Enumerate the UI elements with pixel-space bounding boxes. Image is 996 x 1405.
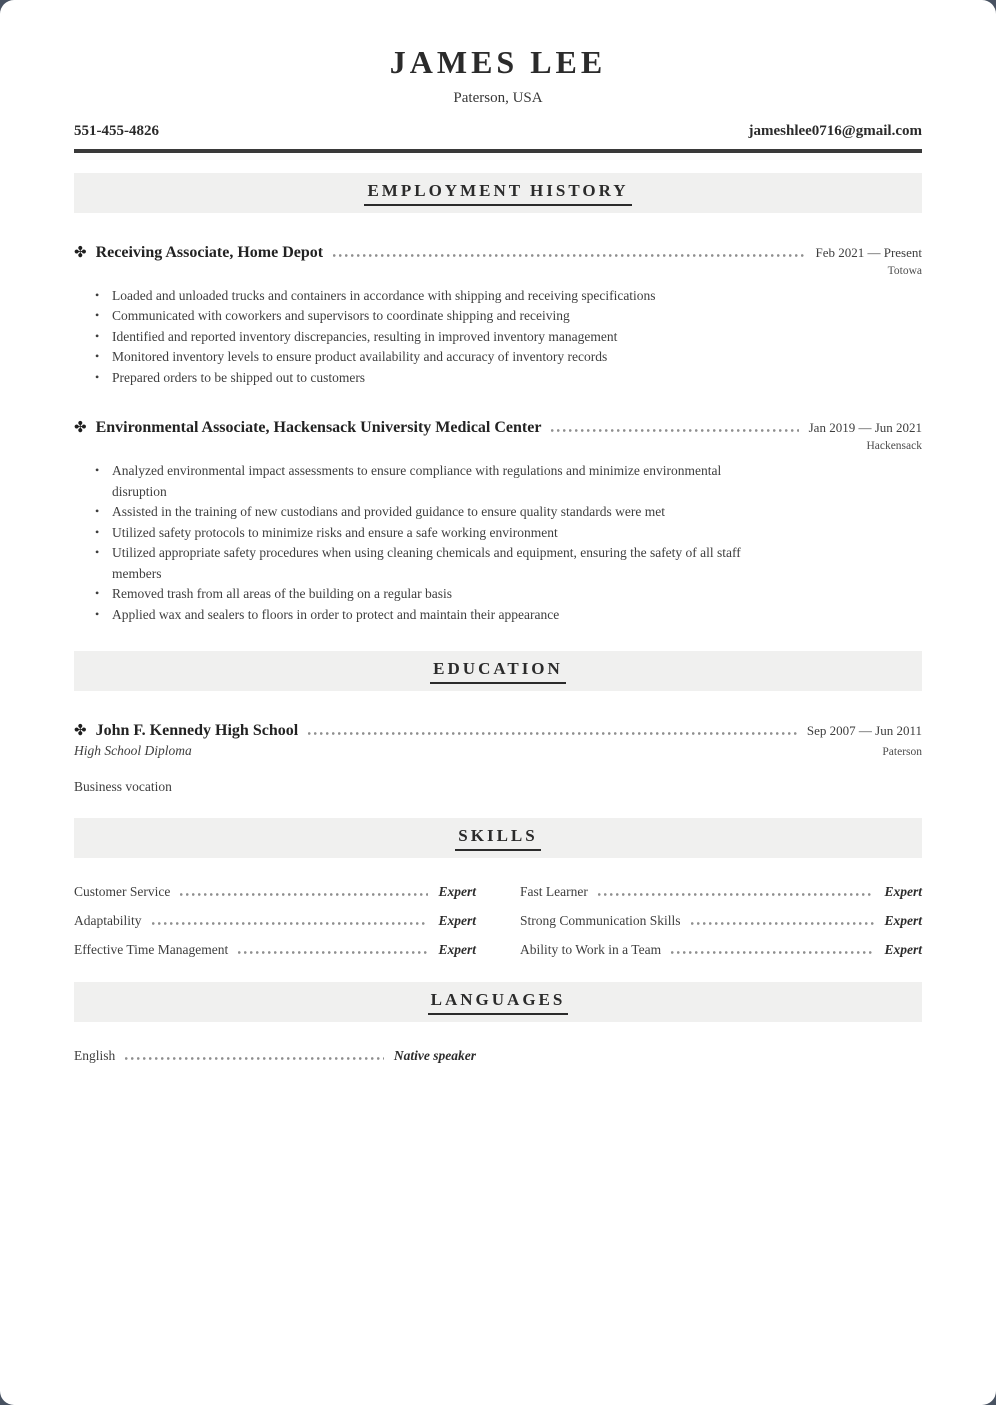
languages-grid — [74, 1048, 922, 1064]
job-bullet: • Loaded and unloaded trucks and containers in accordance with shipping and receiving specifications — [112, 286, 772, 307]
entry-sub — [74, 265, 922, 277]
entry-sub — [74, 440, 922, 452]
job-location: Hackensack — [866, 440, 922, 453]
dotted-leader — [598, 893, 875, 896]
skill-row — [74, 884, 476, 900]
entry-head — [74, 721, 922, 740]
education-location: Paterson — [882, 746, 922, 759]
entry-head — [74, 418, 922, 437]
degree-name: High School Diploma — [74, 743, 192, 759]
employment-entry — [74, 418, 922, 625]
skill-level: Expert — [884, 884, 922, 900]
section-header-skills — [74, 818, 922, 858]
job-bullet: • Utilized appropriate safety procedures when using cleaning chemicals and equipment, ensuring the safety of all staff members — [112, 543, 772, 584]
language-level: Native speaker — [393, 1048, 476, 1064]
header-divider — [74, 149, 922, 153]
section-header-languages — [74, 982, 922, 1022]
job-bullet: • Monitored inventory levels to ensure product availability and accuracy of inventory records — [112, 347, 772, 368]
skill-level: Expert — [884, 913, 922, 929]
skill-level: Expert — [438, 884, 476, 900]
contact-row — [74, 123, 922, 140]
skill-row — [520, 942, 922, 958]
section-title-skills: SKILLS — [455, 826, 540, 851]
section-header-education — [74, 651, 922, 691]
section-header-employment — [74, 173, 922, 213]
person-location: Paterson, USA — [453, 89, 543, 106]
entry-marker-icon: ✤ — [74, 723, 87, 740]
job-dates: Feb 2021 — Present — [815, 244, 922, 260]
dotted-leader — [152, 922, 429, 925]
job-location: Totowa — [887, 264, 922, 277]
job-bullet: • Applied wax and sealers to floors in order to protect and maintain their appearance — [112, 605, 772, 626]
dotted-leader — [180, 893, 428, 896]
skill-level: Expert — [438, 913, 476, 929]
job-bullet: • Communicated with coworkers and supervisors to coordinate shipping and receiving — [112, 306, 772, 327]
job-dates: Jan 2019 — Jun 2021 — [808, 420, 922, 436]
entry-head — [74, 243, 922, 262]
entry-sub — [74, 743, 922, 759]
education-dates: Sep 2007 — Jun 2011 — [806, 723, 922, 739]
section-title-employment: EMPLOYMENT HISTORY — [364, 181, 631, 206]
job-bullet: • Analyzed environmental impact assessments to ensure compliance with regulations and minimize environmental disruption — [112, 461, 772, 502]
dotted-leader — [671, 951, 874, 954]
skill-name: Customer Service — [74, 884, 171, 900]
entry-marker-icon: ✤ — [74, 420, 87, 437]
skills-grid — [74, 884, 922, 958]
section-title-languages: LANGUAGES — [428, 990, 569, 1015]
skill-row — [520, 913, 922, 929]
skill-row — [520, 884, 922, 900]
entry-marker-icon: ✤ — [74, 244, 87, 261]
dotted-leader — [125, 1057, 384, 1060]
dotted-leader — [691, 922, 875, 925]
job-title: Receiving Associate, Home Depot — [95, 243, 324, 261]
education-description: Business vocation — [74, 779, 172, 795]
education-entry — [74, 721, 922, 795]
skill-name: Ability to Work in a Team — [520, 942, 662, 958]
skill-row — [74, 913, 476, 929]
dotted-leader — [238, 951, 428, 954]
skill-name: Fast Learner — [520, 884, 588, 900]
skill-name: Strong Communication Skills — [520, 913, 681, 929]
dotted-leader — [308, 732, 797, 735]
language-row — [74, 1048, 476, 1064]
job-bullet: • Prepared orders to be shipped out to customers — [112, 368, 772, 389]
job-bullet: • Identified and reported inventory discrepancies, resulting in improved inventory management — [112, 327, 772, 348]
employment-entry — [74, 243, 922, 389]
person-name: JAMES LEE — [389, 44, 607, 80]
job-bullet: • Removed trash from all areas of the building on a regular basis — [112, 584, 772, 605]
skill-level: Expert — [884, 942, 922, 958]
job-bullet: • Assisted in the training of new custodians and provided guidance to ensure quality standards were met — [112, 502, 772, 523]
language-name: English — [74, 1048, 116, 1064]
skill-level: Expert — [438, 942, 476, 958]
school-name: John F. Kennedy High School — [95, 722, 299, 740]
phone-number: 551-455-4826 — [74, 122, 159, 139]
job-bullet-list — [74, 461, 922, 625]
dotted-leader — [551, 429, 798, 432]
skill-name: Effective Time Management — [74, 942, 229, 958]
email-address: jameshlee0716@gmail.com — [748, 122, 922, 139]
job-title: Environmental Associate, Hackensack University Medical Center — [95, 419, 542, 437]
dotted-leader — [333, 254, 805, 257]
job-bullet: • Utilized safety protocols to minimize risks and ensure a safe working environment — [112, 523, 772, 544]
section-title-education: EDUCATION — [430, 659, 566, 684]
skill-name: Adaptability — [74, 913, 142, 929]
skill-row — [74, 942, 476, 958]
job-bullet-list — [74, 286, 922, 389]
